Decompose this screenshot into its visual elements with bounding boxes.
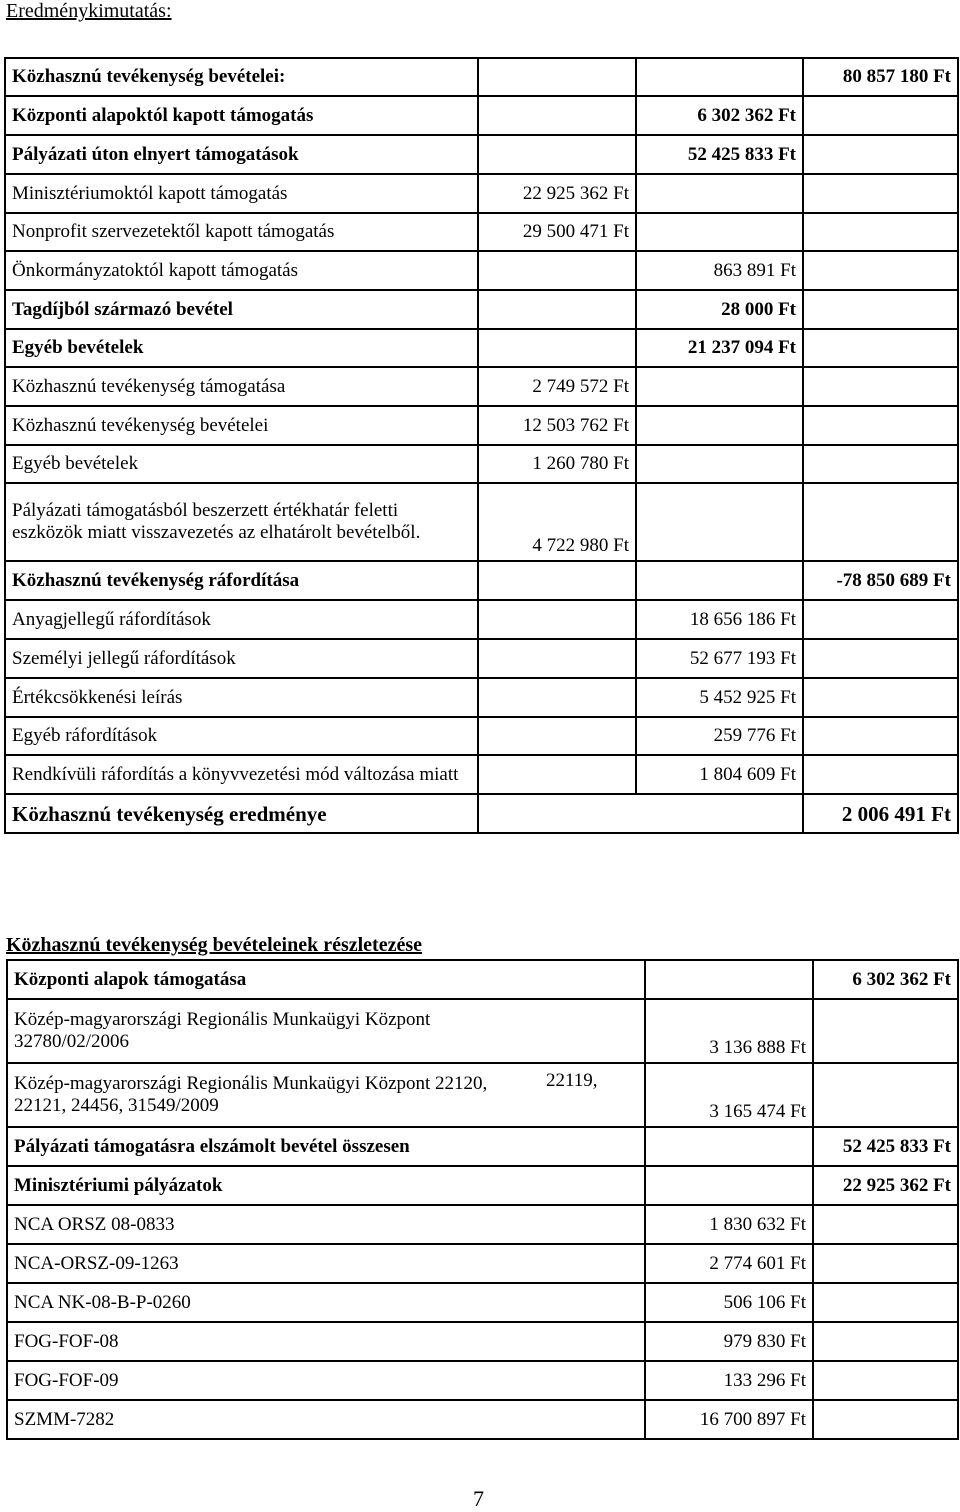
row-label: Nonprofit szervezetektől kapott támogatás <box>5 213 478 251</box>
row-label: Pályázati támogatásra elszámolt bevétel összesen <box>14 1135 410 1157</box>
table-row <box>7 999 958 1063</box>
col3-value <box>803 96 958 135</box>
col1-value <box>478 135 636 174</box>
col3-value <box>803 445 958 483</box>
row-label: Közhasznú tevékenység támogatása <box>5 367 478 406</box>
table-row <box>5 600 958 639</box>
col2-value <box>636 367 803 406</box>
income-statement-table <box>4 57 959 834</box>
col2-value: 133 296 Ft <box>645 1361 813 1400</box>
col1-value <box>478 678 636 717</box>
row-label: NCA-ORSZ-09-1263 <box>14 1252 179 1274</box>
col2-value: 16 700 897 Ft <box>645 1400 813 1439</box>
col3-value: 52 425 833 Ft <box>813 1127 958 1166</box>
col2-value: 3 165 474 Ft <box>645 1063 813 1127</box>
col2-value: 5 452 925 Ft <box>636 678 803 717</box>
row-label-cell <box>7 1361 645 1400</box>
col2-value <box>636 445 803 483</box>
col1-value <box>478 600 636 639</box>
col2-value: 259 776 Ft <box>636 717 803 755</box>
result-row <box>5 794 958 833</box>
table-row <box>7 1127 958 1166</box>
col2-value: 863 891 Ft <box>636 251 803 290</box>
result-label: Közhasznú tevékenység eredménye <box>5 794 478 833</box>
table-row <box>7 1166 958 1205</box>
col3-value: 22 925 362 Ft <box>813 1166 958 1205</box>
table-row <box>5 290 958 329</box>
row-label: FOG-FOF-08 <box>14 1330 119 1352</box>
col1-value <box>478 755 636 794</box>
col3-value <box>803 717 958 755</box>
row-label: Pályázati támogatásból beszerzett értékhatár feletti eszközök miatt visszavezetés az elhatárolt bevételből. <box>5 483 478 561</box>
row-label: Központi alapoktól kapott támogatás <box>5 96 478 135</box>
col1-value: 12 503 762 Ft <box>478 406 636 445</box>
row-label-cell <box>7 1063 645 1127</box>
col3-value <box>803 290 958 329</box>
row-label: Egyéb bevételek <box>5 445 478 483</box>
col1-value <box>478 717 636 755</box>
row-label-cell <box>7 1205 645 1244</box>
table-row <box>7 1205 958 1244</box>
table-row <box>5 367 958 406</box>
row-label: Tagdíjból származó bevétel <box>5 290 478 329</box>
row-label-cell <box>7 1166 645 1205</box>
table-row <box>5 717 958 755</box>
row-label: Pályázati úton elnyert támogatások <box>5 135 478 174</box>
row-label: Rendkívüli ráfordítás a könyvvezetési mód változása miatt <box>5 755 478 794</box>
col3-value <box>803 639 958 678</box>
col1-value <box>478 251 636 290</box>
col3-value <box>803 600 958 639</box>
col3-value <box>803 367 958 406</box>
row-label-cell <box>7 1322 645 1361</box>
col3-value <box>813 999 958 1063</box>
table-row <box>5 213 958 251</box>
col1-value <box>478 58 636 96</box>
row-label: Egyéb bevételek <box>5 329 478 367</box>
col2-value <box>636 213 803 251</box>
col3-value <box>803 406 958 445</box>
table-row <box>7 1400 958 1439</box>
row-label: Minisztériumi pályázatok <box>14 1174 223 1196</box>
row-label: Önkormányzatoktól kapott támogatás <box>5 251 478 290</box>
col2-value <box>636 58 803 96</box>
table-row <box>5 445 958 483</box>
col2-value: 28 000 Ft <box>636 290 803 329</box>
col3-value: 80 857 180 Ft <box>803 58 958 96</box>
col2-value: 1 804 609 Ft <box>636 755 803 794</box>
page-title: Eredménykimutatás: <box>6 0 172 22</box>
col1-value: 4 722 980 Ft <box>478 483 636 561</box>
row-label: Közép-magyarországi Regionális Munkaügyi Központ 32780/02/2006 <box>14 1009 431 1052</box>
table-row <box>5 561 958 600</box>
col2-value: 2 774 601 Ft <box>645 1244 813 1283</box>
table-row <box>5 483 958 561</box>
col3-value: -78 850 689 Ft <box>803 561 958 600</box>
table-row <box>7 1322 958 1361</box>
col3-value <box>813 1361 958 1400</box>
table-row <box>5 251 958 290</box>
row-label: Közép-magyarországi Regionális Munkaügyi Központ 22120, 22121, 24456, 31549/2009 <box>14 1073 488 1116</box>
col3-value <box>803 678 958 717</box>
table-row <box>5 406 958 445</box>
row-label-cell <box>7 960 645 999</box>
col2-value: 52 677 193 Ft <box>636 639 803 678</box>
table-row <box>5 678 958 717</box>
col3-value <box>813 1063 958 1127</box>
page-number: 7 <box>473 1486 484 1511</box>
table-row <box>5 329 958 367</box>
col3-value <box>803 483 958 561</box>
col3-value <box>803 329 958 367</box>
row-label-cell <box>7 999 645 1063</box>
col3-value <box>813 1205 958 1244</box>
col1-value: 22 925 362 Ft <box>478 174 636 213</box>
col1-value <box>478 639 636 678</box>
col3-value <box>813 1283 958 1322</box>
row-label: Központi alapok támogatása <box>14 968 247 990</box>
col1-value: 1 260 780 Ft <box>478 445 636 483</box>
col2-value: 18 656 186 Ft <box>636 600 803 639</box>
row-label: Értékcsökkenési leírás <box>5 678 478 717</box>
col2-value: 52 425 833 Ft <box>636 135 803 174</box>
table-row <box>7 1063 958 1127</box>
table-row <box>7 960 958 999</box>
revenue-details-table <box>6 959 959 1440</box>
col3-value <box>813 1322 958 1361</box>
col2-value: 21 237 094 Ft <box>636 329 803 367</box>
table-row <box>7 1283 958 1322</box>
col2-value: 3 136 888 Ft <box>645 999 813 1063</box>
row-label: Közhasznú tevékenység ráfordítása <box>5 561 478 600</box>
col3-value <box>803 135 958 174</box>
col2-value <box>636 561 803 600</box>
table-row <box>5 755 958 794</box>
row-label-cell <box>7 1400 645 1439</box>
col3-value <box>803 755 958 794</box>
col3-value <box>813 1244 958 1283</box>
row-label-extra: 22119, <box>546 1070 598 1091</box>
col2-value <box>645 1166 813 1205</box>
col1-value: 2 749 572 Ft <box>478 367 636 406</box>
row-label-cell <box>7 1127 645 1166</box>
col1-value <box>478 561 636 600</box>
row-label: Közhasznú tevékenység bevételei <box>5 406 478 445</box>
row-label: Egyéb ráfordítások <box>5 717 478 755</box>
table-row <box>5 135 958 174</box>
row-label: NCA NK-08-B-P-0260 <box>14 1291 191 1313</box>
row-label: Személyi jellegű ráfordítások <box>5 639 478 678</box>
col3-value: 6 302 362 Ft <box>813 960 958 999</box>
col1-value <box>478 329 636 367</box>
col3-value <box>803 174 958 213</box>
col1-value: 29 500 471 Ft <box>478 213 636 251</box>
col2-value: 1 830 632 Ft <box>645 1205 813 1244</box>
table-row <box>7 1361 958 1400</box>
row-label: Anyagjellegű ráfordítások <box>5 600 478 639</box>
col2-value <box>636 174 803 213</box>
table-row <box>5 96 958 135</box>
col3-value <box>813 1400 958 1439</box>
result-empty-cell <box>478 794 803 833</box>
col2-value <box>636 483 803 561</box>
col2-value <box>645 1127 813 1166</box>
col3-value <box>803 213 958 251</box>
row-label: FOG-FOF-09 <box>14 1369 119 1391</box>
col1-value <box>478 96 636 135</box>
table-row <box>5 174 958 213</box>
table-row <box>7 1244 958 1283</box>
row-label: SZMM-7282 <box>14 1408 115 1430</box>
row-label: NCA ORSZ 08-0833 <box>14 1213 175 1235</box>
row-label: Minisztériumoktól kapott támogatás <box>5 174 478 213</box>
col3-value <box>803 251 958 290</box>
row-label-cell <box>7 1244 645 1283</box>
col2-value <box>636 406 803 445</box>
table-row <box>5 58 958 96</box>
section-title-revenue-details: Közhasznú tevékenység bevételeinek részletezése <box>6 934 422 956</box>
col2-value: 6 302 362 Ft <box>636 96 803 135</box>
result-value: 2 006 491 Ft <box>803 794 958 833</box>
col2-value <box>645 960 813 999</box>
col2-value: 979 830 Ft <box>645 1322 813 1361</box>
col2-value: 506 106 Ft <box>645 1283 813 1322</box>
table-row <box>5 639 958 678</box>
col1-value <box>478 290 636 329</box>
row-label-cell <box>7 1283 645 1322</box>
row-label: Közhasznú tevékenység bevételei: <box>5 58 478 96</box>
